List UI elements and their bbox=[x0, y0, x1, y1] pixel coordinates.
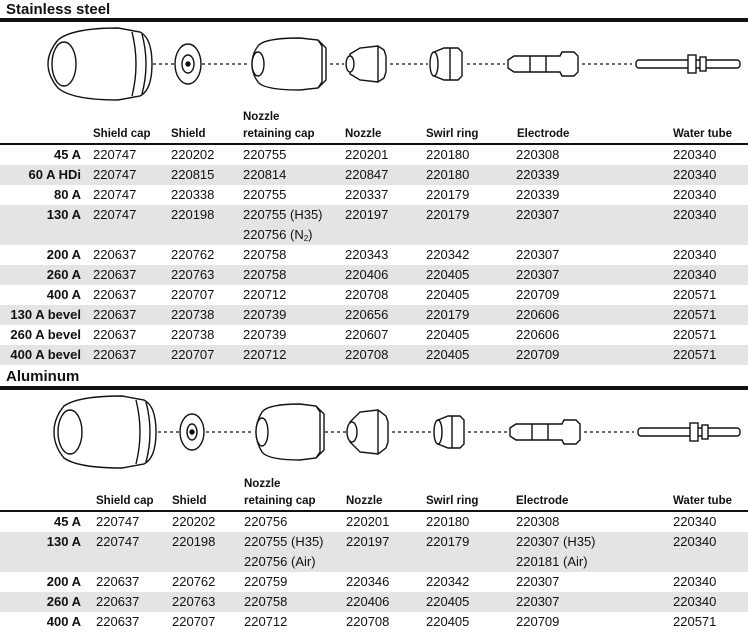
cell-electrode: 220307 bbox=[516, 247, 560, 262]
cell-nozzle-retaining-cap: 220758 bbox=[243, 247, 287, 262]
nozzle-image bbox=[346, 46, 386, 82]
table-row bbox=[0, 572, 748, 592]
cell-electrode: 220307 bbox=[516, 574, 560, 589]
row-label: 60 A HDi bbox=[28, 167, 81, 182]
cell-shield: 220707 bbox=[171, 287, 215, 302]
cell-swirl-ring: 220180 bbox=[426, 167, 470, 182]
cell-shield: 220763 bbox=[172, 594, 216, 609]
cell-nozzle-retaining-cap: 220755 (H35) bbox=[244, 534, 324, 549]
cell-water-tube: 220571 bbox=[673, 347, 717, 362]
table-row bbox=[0, 185, 748, 205]
cell-electrode: 220709 bbox=[516, 614, 560, 629]
cell-electrode: 220339 bbox=[516, 187, 560, 202]
cell-electrode-alt: 220181 (Air) bbox=[516, 554, 588, 569]
cell-nozzle: 220406 bbox=[346, 594, 390, 609]
cell-shield-cap: 220637 bbox=[93, 307, 137, 322]
cell-water-tube: 220571 bbox=[673, 327, 717, 342]
row-label: 200 A bbox=[46, 247, 81, 262]
header-electrode: Electrode bbox=[516, 495, 569, 507]
row-label: 80 A bbox=[54, 187, 81, 202]
header-nozzle-retaining-cap-line2: retaining cap bbox=[244, 495, 316, 507]
cell-shield: 220738 bbox=[171, 327, 215, 342]
cell-water-tube: 220571 bbox=[673, 307, 717, 322]
header-shield-cap: Shield cap bbox=[96, 495, 154, 507]
row-label: 200 A bbox=[46, 574, 81, 589]
cell-shield-cap: 220637 bbox=[93, 247, 137, 262]
cell-nozzle-retaining-cap: 220712 bbox=[243, 287, 287, 302]
cell-nozzle-retaining-cap: 220814 bbox=[243, 167, 287, 182]
cell-water-tube: 220340 bbox=[673, 267, 717, 282]
table-row bbox=[0, 305, 748, 325]
cell-nozzle-retaining-cap: 220756 bbox=[244, 514, 288, 529]
cell-electrode: 220709 bbox=[516, 287, 560, 302]
cell-swirl-ring: 220180 bbox=[426, 147, 470, 162]
cell-nozzle-retaining-cap: 220755 (H35) bbox=[243, 207, 323, 222]
cell-electrode: 220339 bbox=[516, 167, 560, 182]
cell-electrode: 220307 bbox=[516, 207, 560, 222]
row-label: 400 A bbox=[46, 287, 81, 302]
section-title-aluminum: Aluminum bbox=[6, 368, 80, 385]
cell-shield: 220202 bbox=[172, 514, 216, 529]
cell-nozzle-retaining-cap: 220755 bbox=[243, 147, 287, 162]
cell-nozzle-retaining-cap: 220712 bbox=[243, 347, 287, 362]
cell-water-tube: 220340 bbox=[673, 187, 717, 202]
cell-electrode: 220307 bbox=[516, 267, 560, 282]
cell-electrode: 220308 bbox=[516, 147, 560, 162]
electrode-image bbox=[508, 52, 578, 76]
table-row bbox=[0, 245, 748, 265]
cell-shield: 220762 bbox=[171, 247, 215, 262]
cell-swirl-ring: 220179 bbox=[426, 534, 470, 549]
cell-nozzle-retaining-cap: 220739 bbox=[243, 307, 287, 322]
cell-electrode: 220308 bbox=[516, 514, 560, 529]
section-rule bbox=[0, 18, 748, 22]
cell-shield: 220707 bbox=[172, 614, 216, 629]
cell-nozzle: 220201 bbox=[345, 147, 389, 162]
cell-nozzle-retaining-cap: 220758 bbox=[243, 267, 287, 282]
cell-swirl-ring: 220342 bbox=[426, 247, 470, 262]
cell-shield-cap: 220637 bbox=[93, 267, 137, 282]
cell-nozzle: 220337 bbox=[345, 187, 389, 202]
cell-nozzle: 220847 bbox=[345, 167, 389, 182]
cell-shield-cap: 220637 bbox=[93, 347, 137, 362]
cell-nozzle-retaining-cap: 220755 bbox=[243, 187, 287, 202]
cell-nozzle: 220708 bbox=[345, 347, 389, 362]
cell-water-tube: 220340 bbox=[673, 247, 717, 262]
header-nozzle: Nozzle bbox=[346, 495, 383, 507]
cell-nozzle: 220708 bbox=[345, 287, 389, 302]
cell-swirl-ring: 220405 bbox=[426, 347, 470, 362]
cell-water-tube: 220340 bbox=[673, 594, 717, 609]
parts-illustration-stainless bbox=[0, 24, 748, 120]
cell-nozzle-retaining-cap: 220759 bbox=[244, 574, 288, 589]
cell-shield: 220198 bbox=[171, 207, 215, 222]
cell-swirl-ring: 220405 bbox=[426, 287, 470, 302]
cell-nozzle-retaining-cap: 220712 bbox=[244, 614, 288, 629]
cell-shield-cap: 220747 bbox=[96, 534, 140, 549]
cell-nozzle: 220197 bbox=[346, 534, 390, 549]
cell-electrode: 220307 (H35) bbox=[516, 534, 596, 549]
cell-swirl-ring: 220405 bbox=[426, 614, 470, 629]
water-tube-image bbox=[636, 55, 740, 73]
row-label: 130 A bevel bbox=[10, 307, 81, 322]
cell-nozzle: 220607 bbox=[345, 327, 389, 342]
header-water-tube: Water tube bbox=[673, 495, 732, 507]
cell-nozzle-retaining-cap-alt: 220756 (Air) bbox=[244, 554, 316, 569]
swirl-ring-image bbox=[430, 48, 462, 80]
row-label: 45 A bbox=[54, 514, 81, 529]
section-title-stainless: Stainless steel bbox=[6, 1, 111, 18]
row-label: 130 A bbox=[46, 534, 81, 549]
cell-shield: 220762 bbox=[172, 574, 216, 589]
table-row bbox=[0, 345, 748, 365]
cell-nozzle: 220343 bbox=[345, 247, 389, 262]
header-electrode: Electrode bbox=[517, 128, 570, 140]
table-row bbox=[0, 285, 748, 305]
cell-electrode: 220606 bbox=[516, 307, 560, 322]
row-label: 260 A bevel bbox=[10, 327, 81, 342]
cell-swirl-ring: 220342 bbox=[426, 574, 470, 589]
cell-shield-cap: 220637 bbox=[96, 594, 140, 609]
nozzle-image bbox=[347, 410, 388, 454]
header-nozzle-retaining-cap-line1: Nozzle bbox=[244, 478, 281, 490]
swirl-ring-image bbox=[434, 416, 464, 448]
header-swirl-ring: Swirl ring bbox=[426, 495, 479, 507]
cell-swirl-ring: 220405 bbox=[426, 594, 470, 609]
cell-shield: 220198 bbox=[172, 534, 216, 549]
cell-swirl-ring: 220180 bbox=[426, 514, 470, 529]
row-label: 260 A bbox=[46, 267, 81, 282]
section-rule bbox=[0, 386, 748, 390]
table-row bbox=[0, 145, 748, 165]
header-swirl-ring: Swirl ring bbox=[426, 128, 479, 140]
cell-swirl-ring: 220179 bbox=[426, 207, 470, 222]
parts-illustration-aluminum bbox=[0, 392, 748, 480]
cell-water-tube: 220340 bbox=[673, 207, 717, 222]
cell-electrode: 220307 bbox=[516, 594, 560, 609]
cell-water-tube: 220340 bbox=[673, 167, 717, 182]
cell-nozzle: 220201 bbox=[346, 514, 390, 529]
cell-shield: 220338 bbox=[171, 187, 215, 202]
cell-nozzle-retaining-cap: 220758 bbox=[244, 594, 288, 609]
table-row bbox=[0, 165, 748, 185]
cell-shield: 220763 bbox=[171, 267, 215, 282]
cell-nozzle: 220406 bbox=[345, 267, 389, 282]
table-row bbox=[0, 532, 748, 572]
cell-swirl-ring: 220405 bbox=[426, 327, 470, 342]
header-nozzle: Nozzle bbox=[345, 128, 382, 140]
cell-shield: 220707 bbox=[171, 347, 215, 362]
cell-swirl-ring: 220179 bbox=[426, 307, 470, 322]
row-label: 260 A bbox=[46, 594, 81, 609]
cell-nozzle: 220708 bbox=[346, 614, 390, 629]
cell-shield-cap: 220637 bbox=[93, 327, 137, 342]
cell-water-tube: 220571 bbox=[673, 287, 717, 302]
cell-nozzle: 220197 bbox=[345, 207, 389, 222]
cell-shield: 220202 bbox=[171, 147, 215, 162]
cell-nozzle: 220346 bbox=[346, 574, 390, 589]
shield-image bbox=[175, 44, 201, 84]
electrode-image bbox=[510, 420, 580, 444]
cell-nozzle-retaining-cap: 220739 bbox=[243, 327, 287, 342]
cell-shield-cap: 220747 bbox=[96, 514, 140, 529]
header-nozzle-retaining-cap-line2: retaining cap bbox=[243, 128, 315, 140]
cell-shield-cap: 220747 bbox=[93, 207, 137, 222]
shield-cap-image bbox=[48, 28, 152, 100]
row-label: 130 A bbox=[46, 207, 81, 222]
cell-water-tube: 220340 bbox=[673, 147, 717, 162]
cell-water-tube: 220340 bbox=[673, 574, 717, 589]
shield-image bbox=[180, 414, 204, 450]
cell-shield-cap: 220637 bbox=[93, 287, 137, 302]
cell-swirl-ring: 220179 bbox=[426, 187, 470, 202]
nozzle-retaining-cap-image bbox=[252, 38, 326, 90]
cell-shield-cap: 220747 bbox=[93, 187, 137, 202]
shield-cap-image bbox=[54, 396, 156, 468]
header-shield-cap: Shield cap bbox=[93, 128, 151, 140]
cell-shield-cap: 220637 bbox=[96, 614, 140, 629]
cell-water-tube: 220340 bbox=[673, 514, 717, 529]
table-row bbox=[0, 265, 748, 285]
header-nozzle-retaining-cap-line1: Nozzle bbox=[243, 111, 280, 123]
cell-nozzle: 220656 bbox=[345, 307, 389, 322]
cell-shield-cap: 220747 bbox=[93, 167, 137, 182]
table-row bbox=[0, 325, 748, 345]
cell-shield-cap: 220747 bbox=[93, 147, 137, 162]
nozzle-retaining-cap-image bbox=[256, 404, 324, 460]
cell-shield-cap: 220637 bbox=[96, 574, 140, 589]
header-water-tube: Water tube bbox=[673, 128, 732, 140]
row-label: 45 A bbox=[54, 147, 81, 162]
cell-water-tube: 220571 bbox=[673, 614, 717, 629]
cell-electrode: 220606 bbox=[516, 327, 560, 342]
header-shield: Shield bbox=[172, 495, 207, 507]
cell-swirl-ring: 220405 bbox=[426, 267, 470, 282]
table-row bbox=[0, 612, 748, 632]
table-row bbox=[0, 592, 748, 612]
cell-shield: 220738 bbox=[171, 307, 215, 322]
table-row bbox=[0, 512, 748, 532]
cell-nozzle-retaining-cap-alt: 220756 $(N_2)$ bbox=[243, 227, 313, 243]
row-label: 400 A bevel bbox=[10, 347, 81, 362]
cell-electrode: 220709 bbox=[516, 347, 560, 362]
row-label: 400 A bbox=[46, 614, 81, 629]
header-shield: Shield bbox=[171, 128, 206, 140]
cell-shield: 220815 bbox=[171, 167, 215, 182]
water-tube-image bbox=[638, 423, 740, 441]
table-row bbox=[0, 205, 748, 245]
cell-water-tube: 220340 bbox=[673, 534, 717, 549]
